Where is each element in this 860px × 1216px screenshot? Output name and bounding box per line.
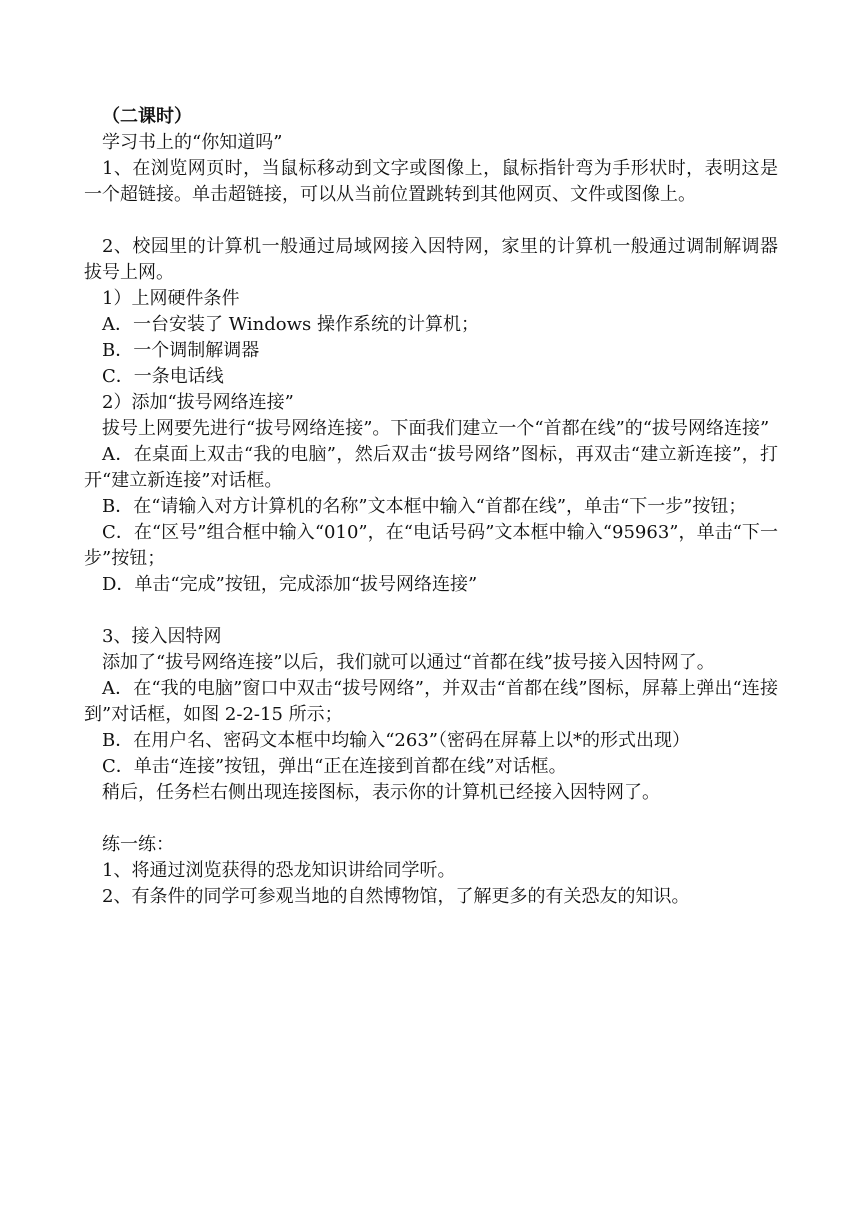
connect-step-b: B．在用户名、密码文本框中均输入“263”（密码在屏幕上以*的形式出现） xyxy=(102,730,690,751)
connect-intro: 添加了“拔号网络连接”以后，我们就可以通过“首都在线”拔号接入因特网了。 xyxy=(102,652,715,673)
blank-line xyxy=(84,806,778,832)
blank-line xyxy=(84,208,778,234)
dialup-step-a: A．在桌面上双击“我的电脑”，然后双击“拔号网络”图标，再双击“建立新连接”，打开“建立新连接”对话框。 xyxy=(84,444,778,491)
paragraph-2: 2、校园里的计算机一般通过局域网接入因特网，家里的计算机一般通过调制解调器拔号上网。 xyxy=(84,236,778,283)
hardware-item-b: B．一个调制解调器 xyxy=(102,340,260,361)
intro-text: 学习书上的“你知道吗” xyxy=(102,132,283,153)
dialup-step-c: C．在“区号”组合框中输入“010”，在“电话号码”文本框中输入“95963”，单击“下一步”按钮； xyxy=(84,522,778,569)
paragraph-3: 3、接入因特网 xyxy=(102,626,222,647)
lesson-title: （二课时） xyxy=(102,106,192,127)
hardware-conditions-heading: 1）上网硬件条件 xyxy=(102,288,240,309)
dialup-intro: 拔号上网要先进行“拔号网络连接”。下面我们建立一个“首都在线”的“拔号网络连接” xyxy=(102,418,770,439)
connect-result: 稍后，任务栏右侧出现连接图标，表示你的计算机已经接入因特网了。 xyxy=(102,782,660,803)
hardware-item-c: C．一条电话线 xyxy=(102,366,224,387)
connect-step-a: A．在“我的电脑”窗口中双击“拔号网络”，并双击“首都在线”图标，屏幕上弹出“连接到”对话框，如图 2-2-15 所示； xyxy=(84,678,778,725)
dialup-step-b: B．在“请输入对方计算机的名称”文本框中输入“首都在线”，单击“下一步”按钮； xyxy=(102,496,747,517)
dialup-heading: 2）添加“拔号网络连接” xyxy=(102,392,294,413)
dialup-step-d: D．单击“完成”按钮，完成添加“拔号网络连接” xyxy=(102,574,478,595)
practice-item-2: 2、有条件的同学可参观当地的自然博物馆，了解更多的有关恐友的知识。 xyxy=(102,886,690,907)
blank-line xyxy=(84,598,778,624)
practice-title: 练一练： xyxy=(102,834,174,855)
connect-step-c: C．单击“连接”按钮，弹出“正在连接到首都在线”对话框。 xyxy=(102,756,567,777)
practice-item-1: 1、将通过浏览获得的恐龙知识讲给同学听。 xyxy=(102,860,456,881)
document-body xyxy=(84,104,778,910)
hardware-item-a: A．一台安装了 Windows 操作系统的计算机； xyxy=(102,314,479,335)
paragraph-1: 1、在浏览网页时，当鼠标移动到文字或图像上，鼠标指针弯为手形状时，表明这是一个超链接。单击超链接，可以从当前位置跳转到其他网页、文件或图像上。 xyxy=(84,158,778,205)
